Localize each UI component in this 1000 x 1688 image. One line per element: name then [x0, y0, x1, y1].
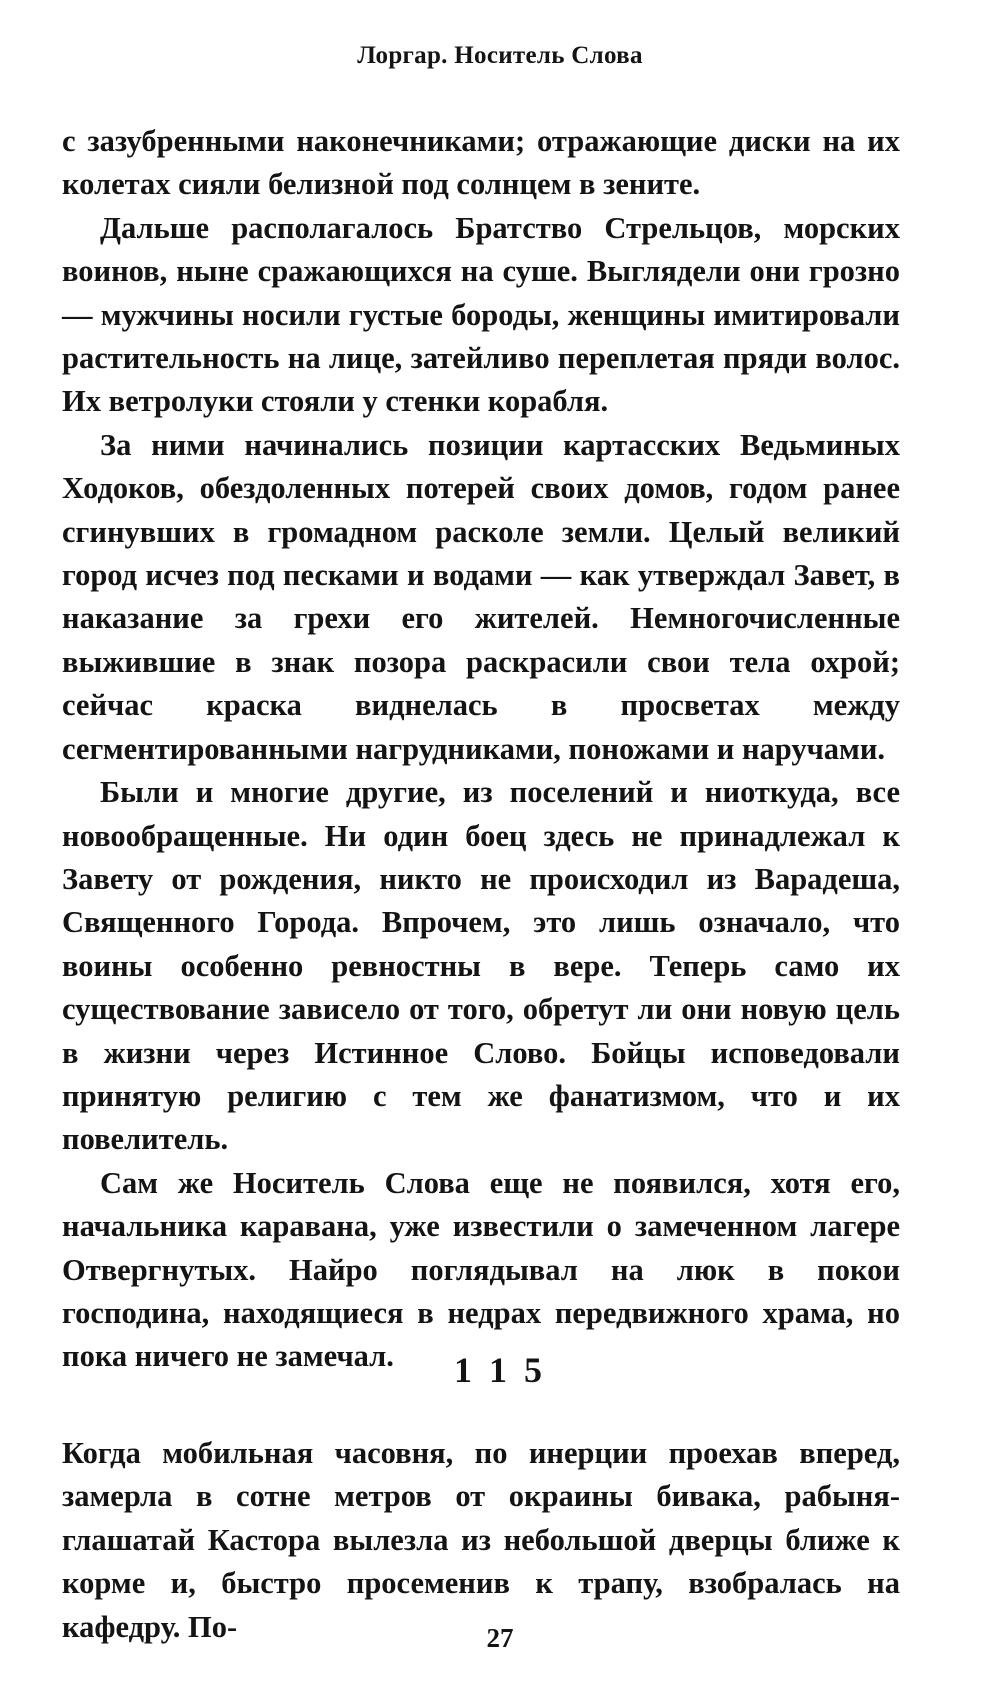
body-text-section-1: [62, 120, 900, 1379]
paragraph: Когда мобильная часовня, по инерции проехав вперед, замерла в сотне метров от окраины бивака, рабыня-глашатай Кастора вылезла из небольшой дверцы ближе к корме и, быстро просеменив к трапу, взобралась на кафедру. По-: [62, 1436, 900, 1644]
running-header: Лоргар. Носитель Слова: [357, 42, 643, 69]
paragraph: Сам же Носитель Слова еще не появился, хотя его, начальника каравана, уже известили о замеченном лагере Отвергнутых. Найро поглядывал на люк в покои господина, находящиеся в недрах передвижного храма, но пока ничего не замечал.: [62, 1165, 900, 1374]
body-text-section-2: [62, 1432, 900, 1649]
paragraph: Дальше располагалось Братство Стрельцов, морских воинов, ныне сражающихся на суше. Выглядели они грозно — мужчины носили густые бороды, женщины имитировали растительность на лице, затейливо переплетая пряди волос. Их ветролуки стояли у стенки корабля.: [62, 210, 900, 419]
chapter-number: 1 1 5: [454, 1350, 546, 1390]
paragraph: Были и многие другие, из поселений и ниоткуда, все новообращенные. Ни один боец здесь не принадлежал к Завету от рождения, никто не происходил из Варадеша, Священного Города. Впрочем, это лишь означало, что воины особенно ревностны в вере. Теперь само их существование зависело от того, обретут ли они новую цель в жизни через Истинное Слово. Бойцы исповедовали принятую религию с тем же фанатизмом, что и их повелитель.: [62, 775, 900, 1157]
paragraph: За ними начинались позиции картасских Ведьминых Ходоков, обездоленных потерей своих домов, годом ранее сгинувших в громадном расколе земли. Целый великий город исчез под песками и водами — как утверждал Завет, в наказание за грехи его жителей. Немногочисленные выжившие в знак позора раскрасили свои тела охрой; сейчас краска виднелась в просветах между сегментированными нагрудниками, поножами и наручами.: [62, 427, 900, 766]
paragraph: с зазубренными наконечниками; отражающие диски на их колетах сияли белизной под солнцем в зените.: [62, 124, 900, 202]
page-number: 27: [486, 1623, 514, 1653]
